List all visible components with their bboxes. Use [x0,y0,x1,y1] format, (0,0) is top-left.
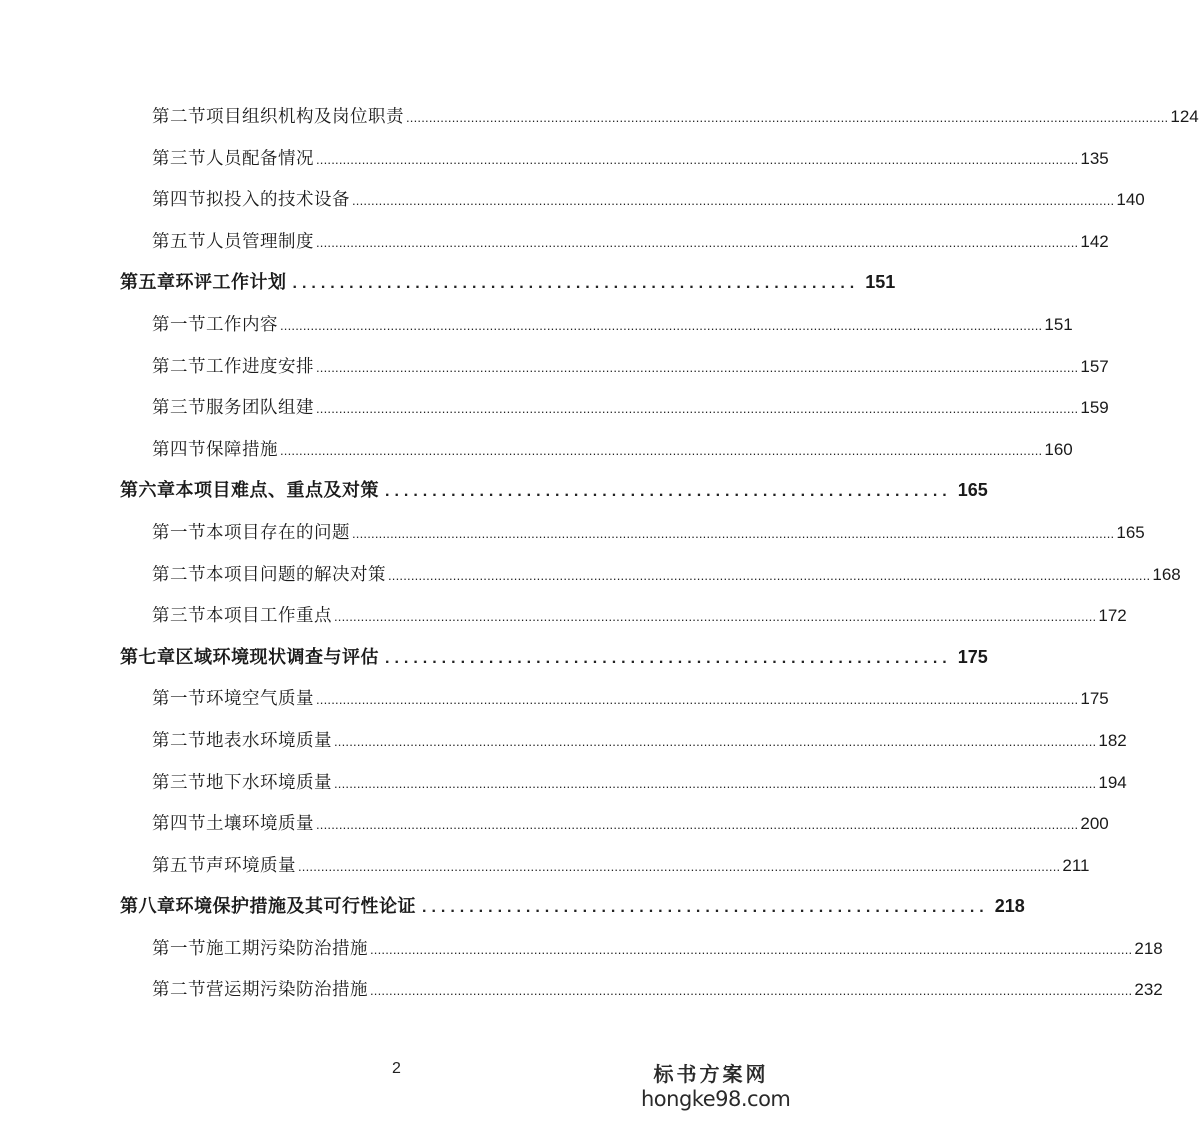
toc-entry-title: 地下水环境质量 [206,772,332,793]
toc-entry-title: 本项目存在的问题 [206,522,350,543]
toc-entry-page: 135 [1080,148,1109,168]
toc-entry-title: 工作内容 [206,314,278,335]
toc-dot-leader: ........................................................................................................................................................................................................ [316,817,1079,833]
toc-entry-page: 168 [1152,564,1181,584]
toc-dot-leader: ........................................................................................................................................................................................................ [406,110,1169,125]
toc-entry-title: 服务团队组建 [206,398,314,419]
toc-entry-number: 第四节 [152,814,206,835]
toc-entry-page: 124 [1170,107,1199,126]
toc-section-entry[interactable] [0,179,1145,221]
toc-dot-leader: ........................................................................................................................................................................................................ [316,234,1079,250]
toc-entry-title: 声环境质量 [206,855,296,876]
toc-dot-leader: ........................................................................................................................................................................................................ [334,733,1097,749]
toc-section-entry[interactable] [0,221,1109,263]
toc-chapter-entry[interactable] [0,262,896,304]
toc-entry-number: 第一节 [152,314,206,335]
toc-entry-title: 本项目问题的解决对策 [206,564,386,585]
toc-dot-leader: ............................................................ [292,275,860,293]
toc-entry-number: 第五节 [152,231,206,252]
toc-section-entry[interactable] [0,429,1073,471]
toc-entry-title: 环境空气质量 [206,689,314,710]
toc-entry-page: 194 [1098,772,1127,792]
toc-section-entry[interactable] [0,928,1163,970]
toc-entry-number: 第四节 [152,190,206,211]
toc-section-entry[interactable] [0,387,1109,429]
toc-entry-title: 人员管理制度 [206,231,314,252]
toc-dot-leader: ........................................................................................................................................................................................................ [280,442,1043,458]
toc-entry-page: 182 [1098,730,1127,750]
toc-entry-number: 第三节 [152,398,206,419]
toc-dot-leader: ............................................................ [385,483,952,501]
toc-entry-title: 环境保护措施及其可行性论证 [175,896,416,918]
toc-entry-number: 第八章 [120,896,176,918]
toc-dot-leader: ........................................................................................................................................................................................................ [316,359,1079,375]
toc-entry-page: 151 [1044,314,1073,334]
toc-entry-title: 人员配备情况 [206,148,314,169]
page-number: 2 [392,1060,401,1077]
toc-dot-leader: ........................................................................................................................................................................................................ [316,401,1079,417]
toc-section-entry[interactable] [0,678,1109,720]
toc-chapter-entry[interactable] [0,886,1025,928]
site-watermark [641,1062,791,1112]
toc-chapter-entry[interactable] [0,470,988,512]
toc-section-entry[interactable] [0,96,1199,138]
toc-dot-leader: ............................................................ [422,899,989,917]
toc-section-entry[interactable] [0,762,1127,804]
toc-dot-leader: ........................................................................................................................................................................................................ [352,525,1115,541]
toc-entry-title: 土壤环境质量 [206,814,314,835]
toc-entry-page: 175 [1080,689,1109,709]
toc-entry-page: 218 [994,896,1025,917]
toc-entry-number: 第五章 [120,272,176,294]
toc-entry-number: 第三节 [152,606,206,627]
toc-entry-number: 第七章 [120,646,176,668]
toc-entry-page: 140 [1116,190,1145,210]
toc-entry-page: 172 [1098,606,1127,626]
toc-section-entry[interactable] [0,720,1127,762]
toc-entry-page: 151 [865,272,896,293]
toc-section-entry[interactable] [0,803,1109,845]
toc-section-entry[interactable] [0,969,1163,1011]
watermark-site-name: 标书方案网 [653,1062,769,1086]
toc-entry-page: 165 [1116,522,1145,542]
toc-entry-number: 第六章 [120,480,176,502]
toc-dot-leader: ............................................................ [385,649,952,667]
toc-entry-page: 159 [1080,398,1109,418]
toc-entry-number: 第二节 [152,730,206,751]
toc-entry-page: 200 [1080,814,1109,834]
toc-entry-title: 拟投入的技术设备 [206,190,350,211]
toc-entry-page: 160 [1044,439,1073,459]
toc-entry-title: 工作进度安排 [206,356,314,377]
toc-entry-page: 165 [957,480,988,501]
toc-dot-leader: ........................................................................................................................................................................................................ [388,567,1151,583]
toc-section-entry[interactable] [0,595,1127,637]
toc-entry-page: 157 [1080,356,1109,376]
toc-dot-leader: ........................................................................................................................................................................................................ [334,609,1097,625]
toc-dot-leader: ........................................................................................................................................................................................................ [352,193,1115,209]
toc-entry-page: 142 [1080,231,1109,251]
toc-entry-number: 第一节 [152,938,206,959]
toc-entry-number: 第三节 [152,148,206,169]
toc-dot-leader: ........................................................................................................................................................................................................ [298,858,1061,874]
toc-entry-title: 本项目难点、重点及对策 [175,480,379,502]
toc-section-entry[interactable] [0,304,1073,346]
toc-entry-number: 第四节 [152,439,206,460]
toc-entry-number: 第三节 [152,772,206,793]
toc-dot-leader: ........................................................................................................................................................................................................ [316,692,1079,708]
toc-section-entry[interactable] [0,346,1109,388]
toc-entry-title: 区域环境现状调查与评估 [175,646,379,668]
toc-entry-number: 第二节 [152,564,206,585]
toc-entry-number: 第二节 [152,356,206,377]
toc-dot-leader: ........................................................................................................................................................................................................ [370,983,1133,999]
toc-entry-number: 第二节 [152,107,206,127]
toc-section-entry[interactable] [0,554,1181,596]
toc-entry-number: 第一节 [152,689,206,710]
toc-entry-title: 环评工作计划 [175,272,287,294]
toc-entry-title: 营运期污染防治措施 [206,980,368,1001]
toc-entry-number: 第一节 [152,522,206,543]
watermark-url: hongke98.com [641,1087,791,1111]
toc-entry-title: 地表水环境质量 [206,730,332,751]
toc-entry-page: 175 [957,646,988,667]
toc-entry-title: 本项目工作重点 [206,606,332,627]
toc-dot-leader: ........................................................................................................................................................................................................ [334,775,1097,791]
table-of-contents [0,96,1199,1011]
toc-entry-page: 218 [1134,938,1163,958]
toc-entry-page: 211 [1062,855,1090,875]
toc-chapter-entry[interactable] [0,637,988,679]
toc-entry-number: 第二节 [152,980,206,1001]
toc-section-entry[interactable] [0,512,1145,554]
toc-entry-number: 第五节 [152,855,206,876]
toc-entry-title: 保障措施 [206,439,278,460]
toc-section-entry[interactable] [0,138,1109,180]
toc-entry-page: 232 [1134,980,1163,1000]
toc-section-entry[interactable] [0,845,1090,887]
toc-dot-leader: ........................................................................................................................................................................................................ [280,317,1043,333]
toc-entry-title: 施工期污染防治措施 [206,938,368,959]
toc-dot-leader: ........................................................................................................................................................................................................ [316,151,1079,167]
toc-dot-leader: ........................................................................................................................................................................................................ [370,941,1133,957]
toc-entry-title: 项目组织机构及岗位职责 [206,107,404,127]
